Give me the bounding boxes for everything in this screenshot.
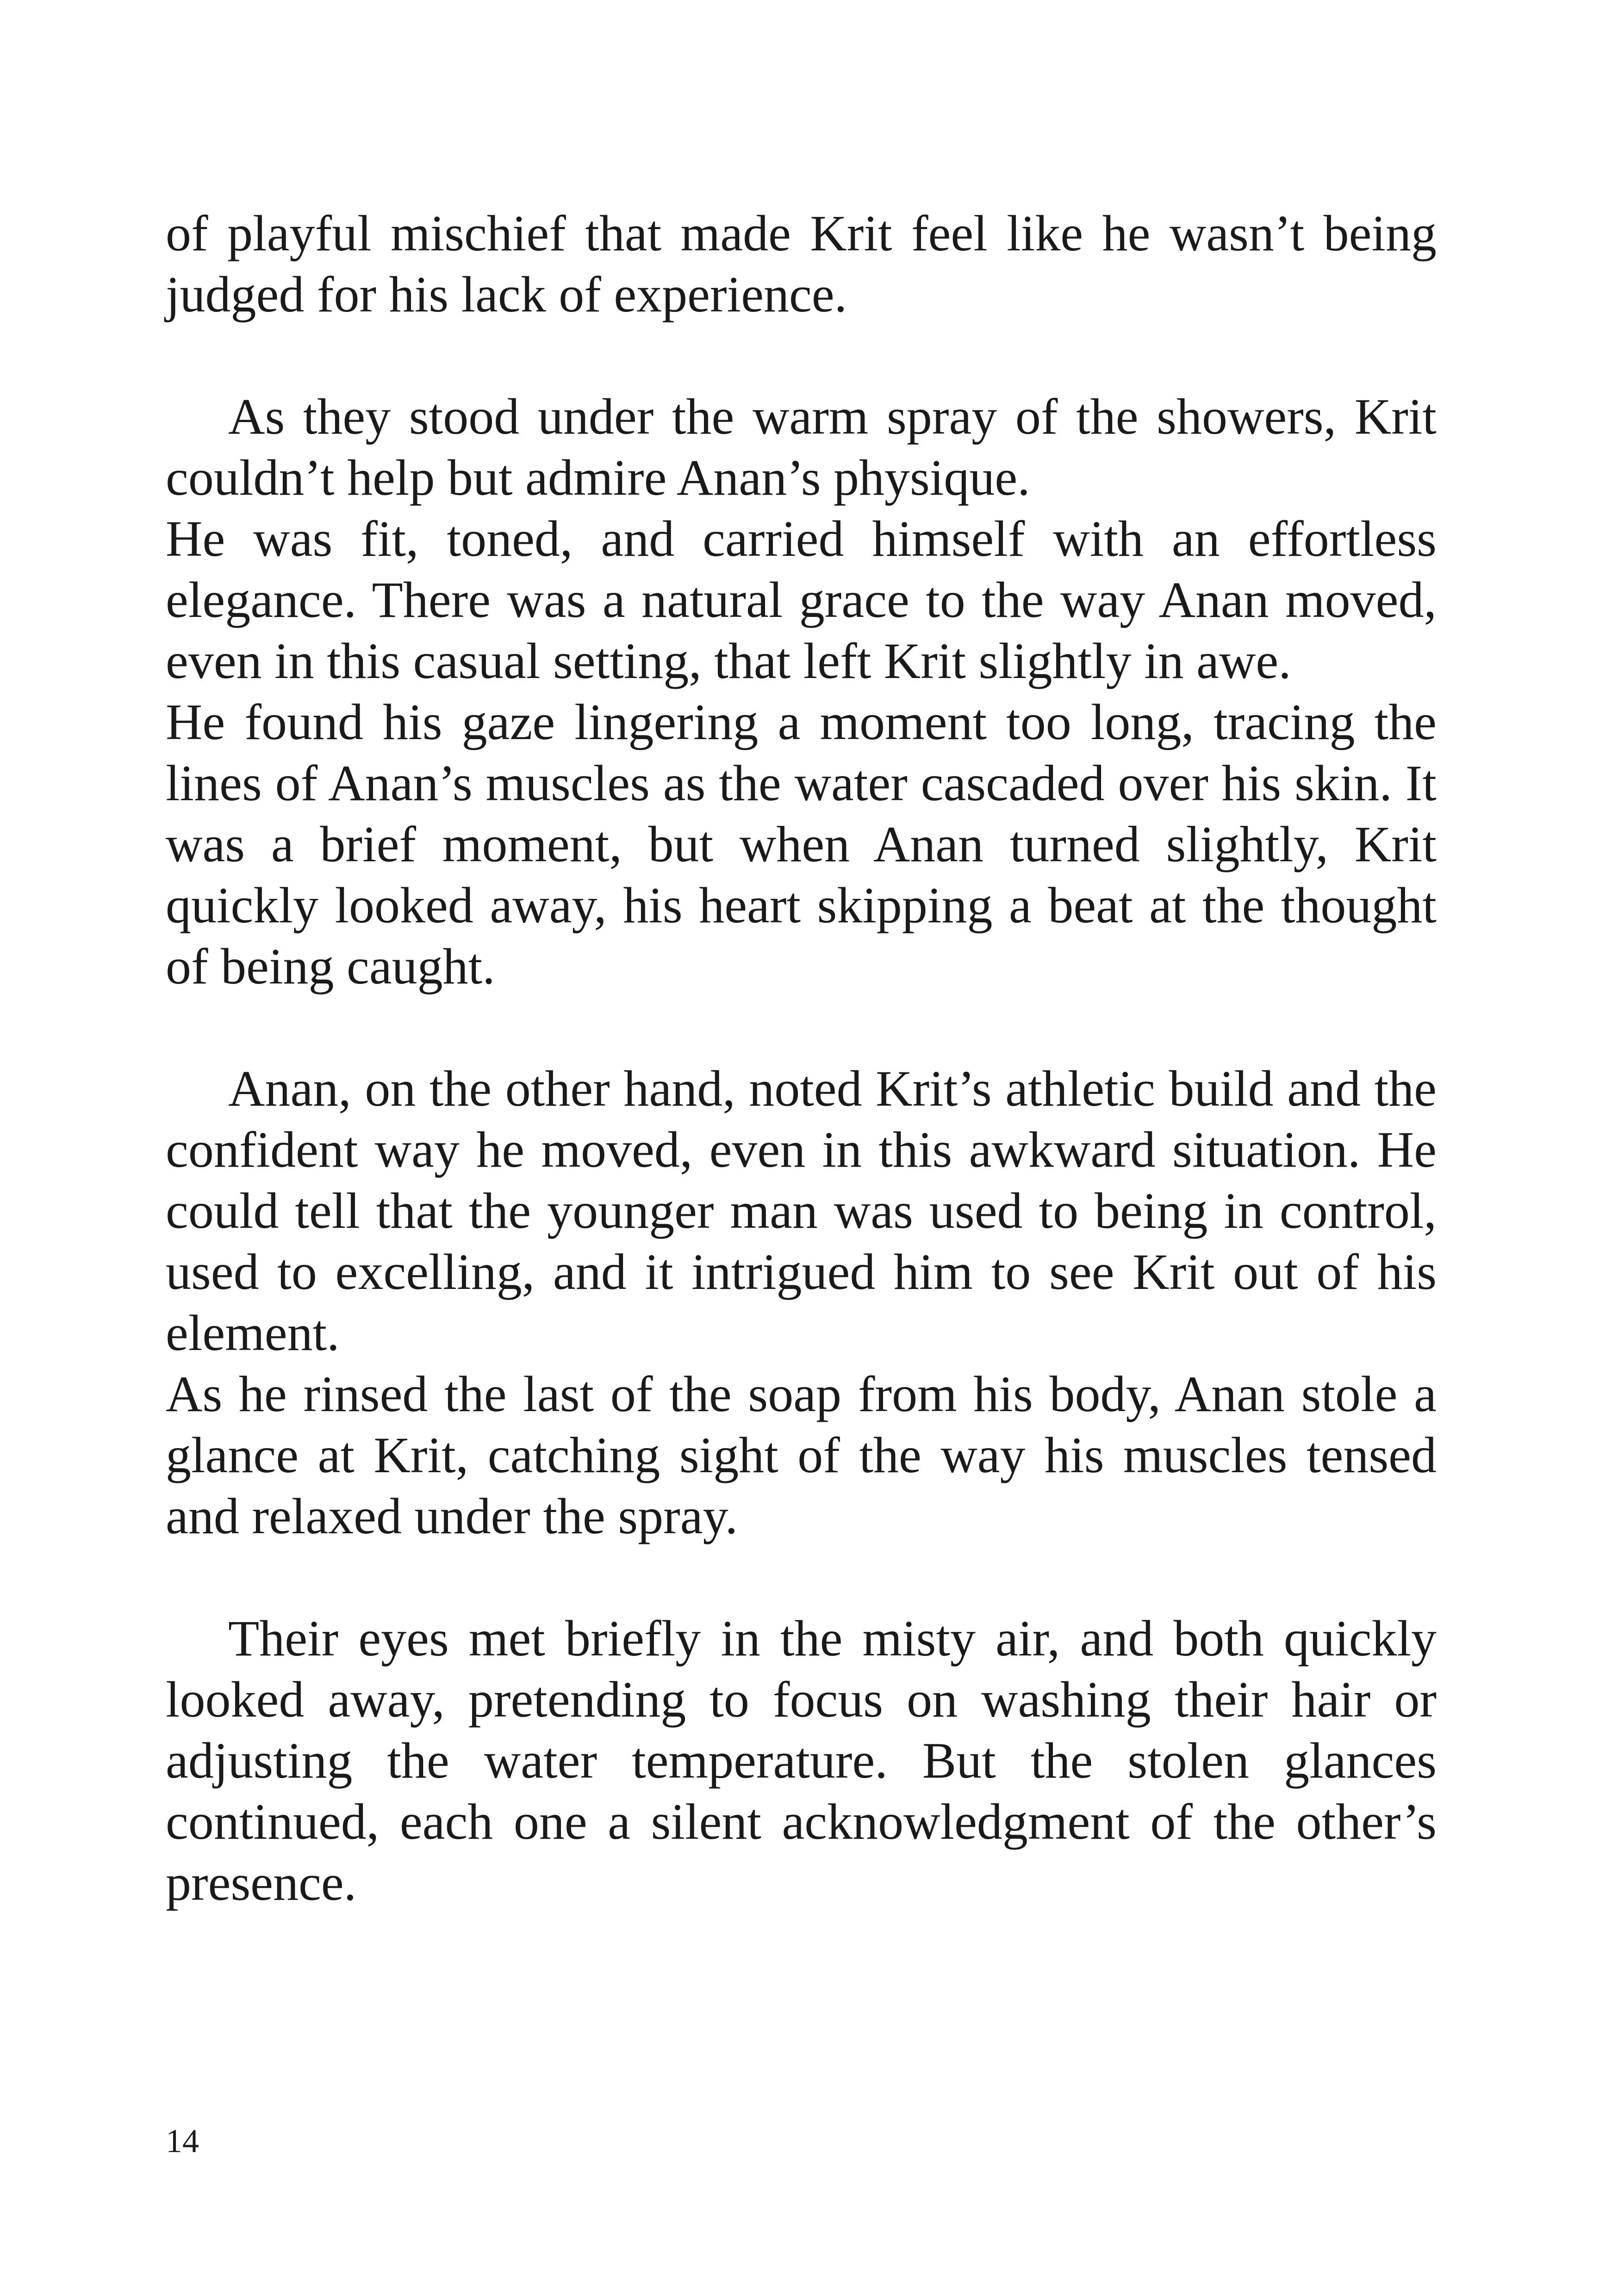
body-text — [166, 203, 1437, 1913]
page-number: 14 — [166, 2122, 199, 2159]
paragraph-3: He was fit, toned, and carried himself with an effortless elegance. There was a natural grace to the way Anan moved, even in this casual setting, that left Krit slightly in awe. — [166, 510, 1437, 689]
paragraph-7: Their eyes met briefly in the misty air, and both quickly looked away, pretending to focus on washing their hair or adjusting the water temperature. But the stolen glances continued, each one a silent acknowledgment of the other’s presence. — [166, 1610, 1437, 1911]
paragraph-2: As they stood under the warm spray of the showers, Krit couldn’t help but admire Anan’s physique. — [166, 388, 1437, 506]
paragraph-4: He found his gaze lingering a moment too long, tracing the lines of Anan’s muscles as the water cascaded over his skin. It was a brief moment, but when Anan turned slightly, Krit quickly looked away, his heart skipping a beat at the thought of being caught. — [166, 694, 1437, 995]
paragraph-6: As he rinsed the last of the soap from his body, Anan stole a glance at Krit, catching sight of the way his muscles tensed and relaxed under the spray. — [166, 1366, 1437, 1544]
paragraph-5: Anan, on the other hand, noted Krit’s athletic build and the confident way he moved, even in this awkward situation. He could tell that the younger man was used to being in control, used to excelling, and it intrigued him to see Krit out of his element. — [166, 1060, 1437, 1361]
paragraph-1: of playful mischief that made Krit feel like he wasn’t being judged for his lack of experience. — [166, 205, 1437, 323]
